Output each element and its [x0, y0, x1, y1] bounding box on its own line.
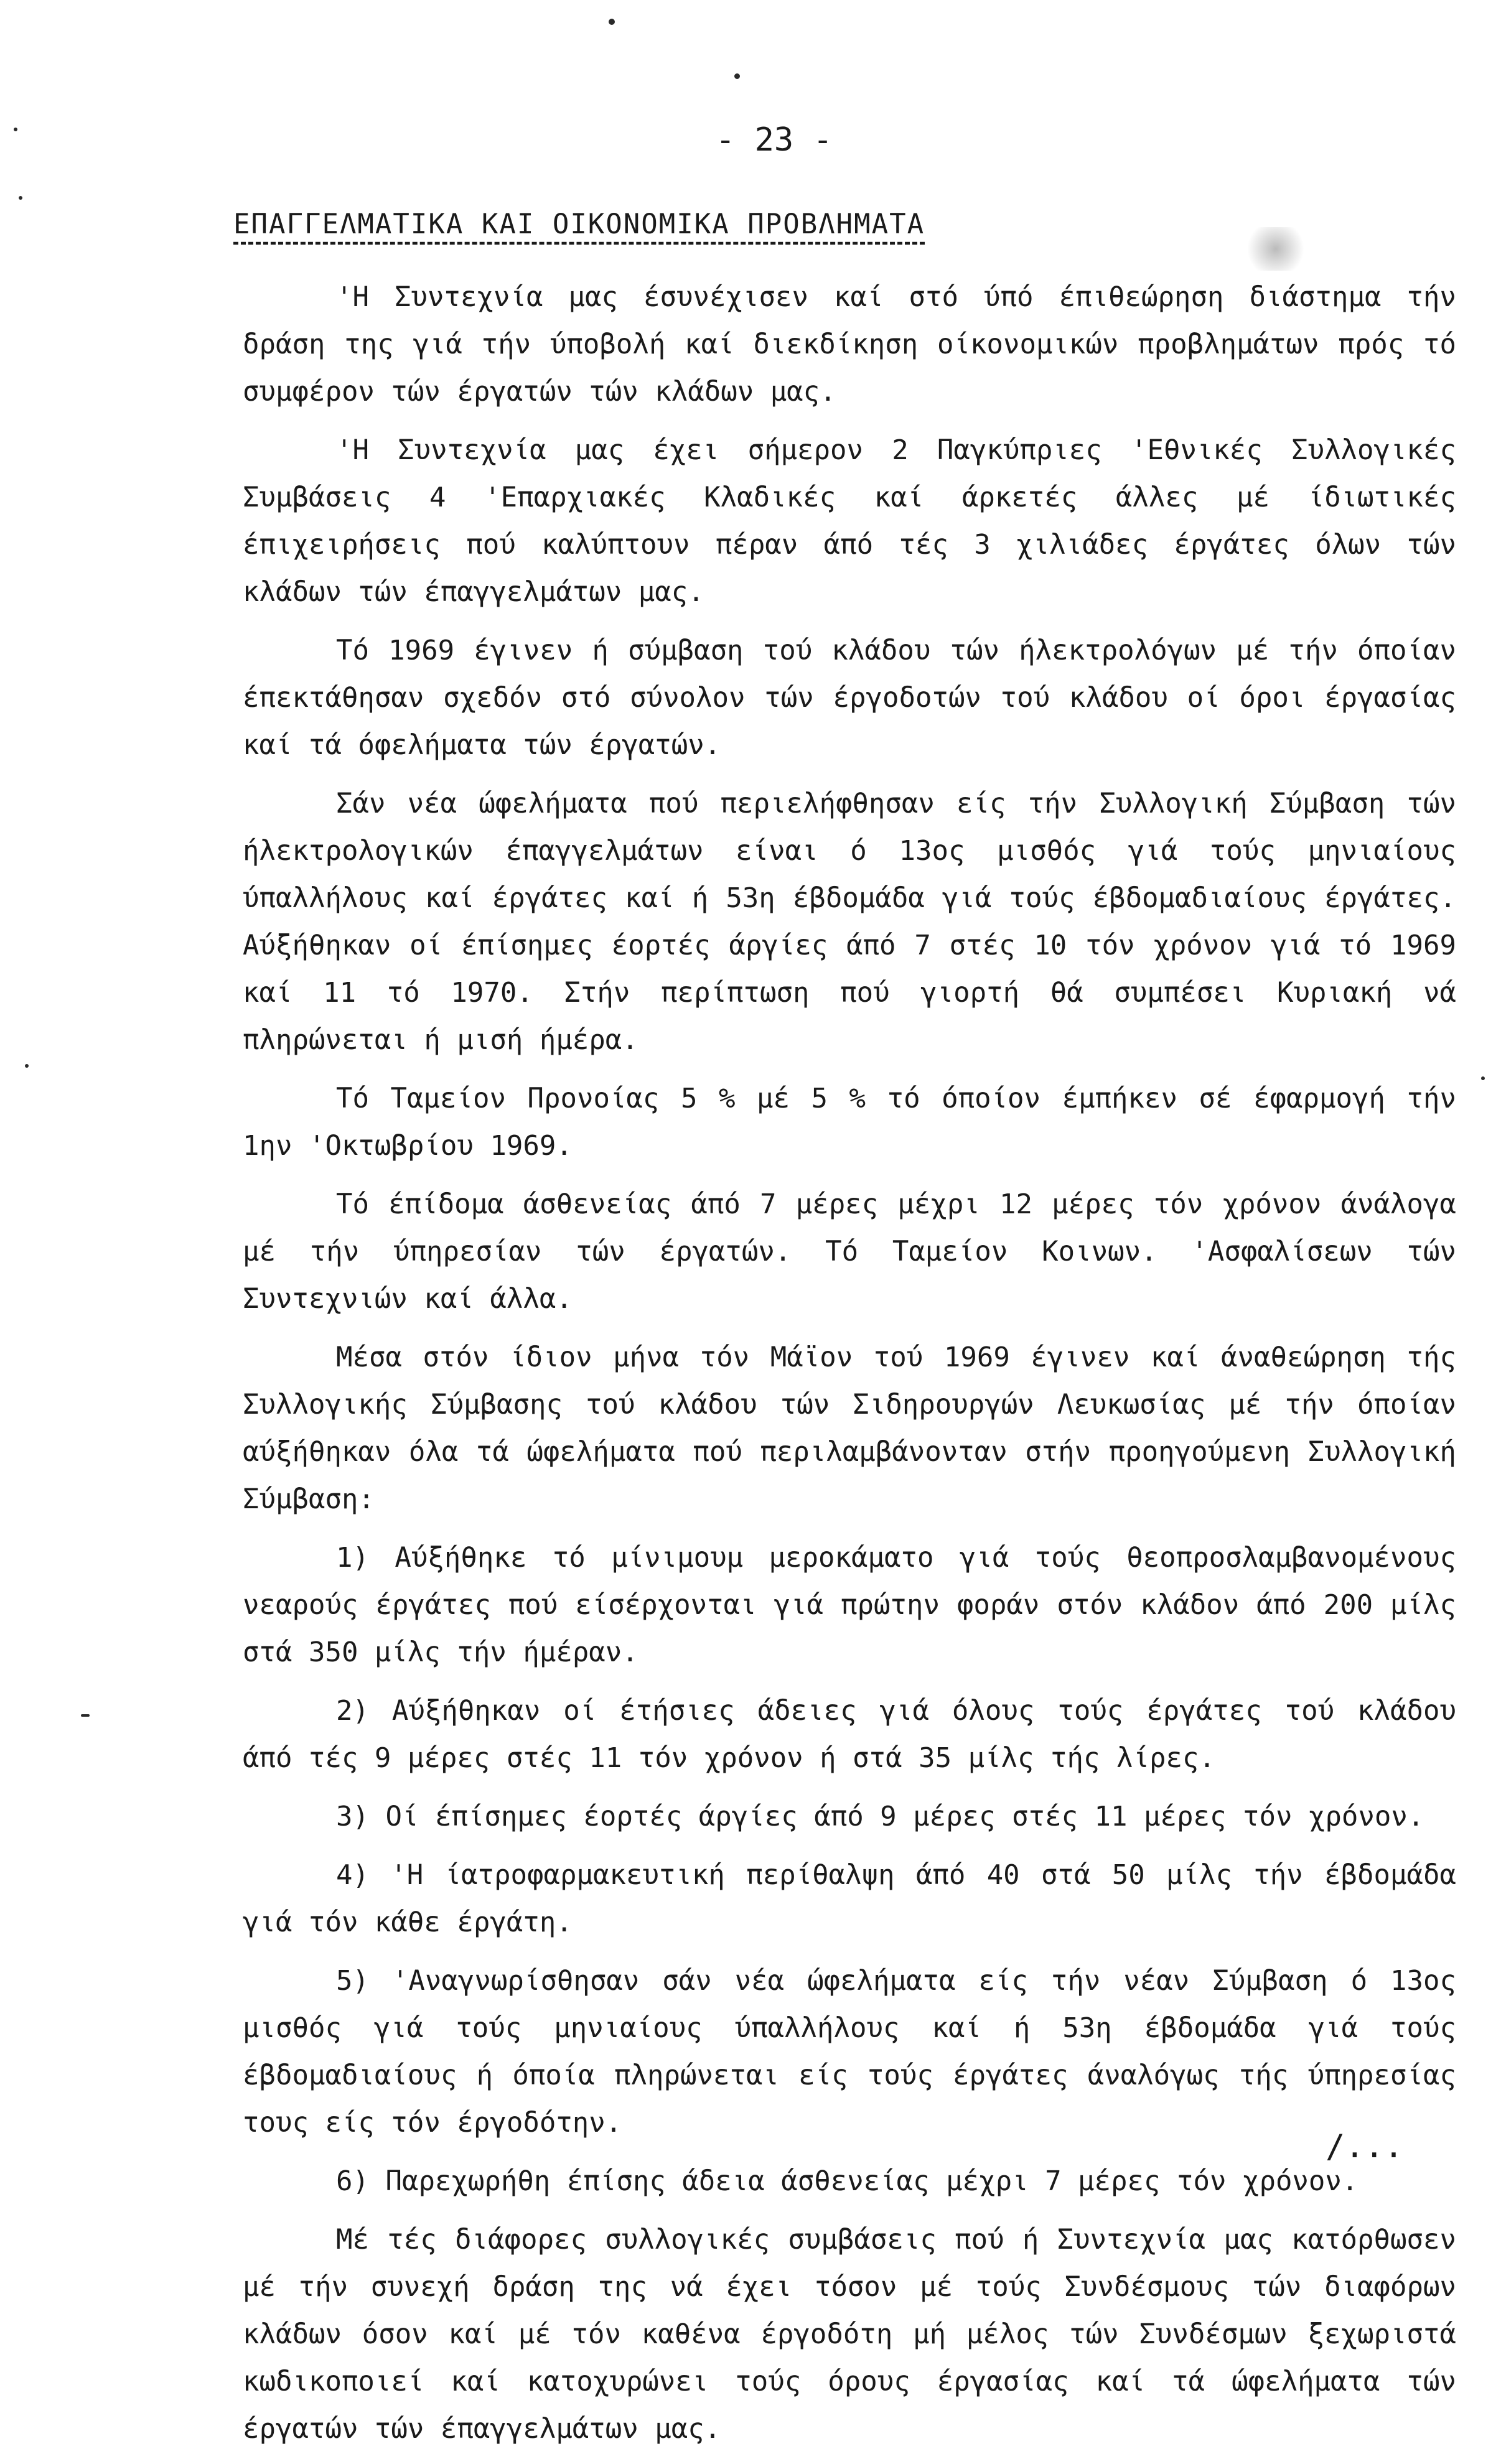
- list-item: 4) 'Η ίατροφαρμακευτική περίθαλψη άπό 40 στά 50 μίλς τήν έβδομάδα γιά τόν κάθε έργάτη.: [243, 1859, 1456, 1938]
- paragraph-closing: Μέ τές διάφορες συλλογικές συμβάσεις πού ή Συντεχνία μας κατόρθωσεν μέ τήν συνεχή δράση της νά έχει τόσον μέ τούς Συνδέσμους τών διαφόρων κλάδων όσον καί μέ τόν καθένα έργοδότη μή μέλος τών Συνδέσμων ξεχωριστά κωδικοποιεί καί κατοχυρώνει τούς όρους έργασίας καί τά ώφελήματα τών έργατών τών έπαγγελμάτων μας.: [243, 2224, 1456, 2445]
- paragraph-new-benefits: Σάν νέα ώφελήματα πού περιελήφθησαν είς τήν Συλλογική Σύμβαση τών ήλεκτρολογικών έπαγγελμάτων είναι ό 13ος μισθός γιά τούς μηνιαίους ύπαλλήλους καί έργάτες καί ή 53η έβδομάδα γιά τούς έβδομαδιαίους έργάτες. Αύξήθηκαν οί έπίσημες έορτές άργίες άπό 7 στές 10 τόν χρόνον γιά τό 1969 καί 11 τό 1970. Στήν περίπτωση πού γιορτή θά συμπέσει Κυριακή νά πληρώνεται ή μισή ήμέρα.: [243, 788, 1456, 1056]
- list-item: 3) Οί έπίσημες έορτές άργίες άπό 9 μέρες στές 11 μέρες τόν χρόνον.: [336, 1801, 1424, 1832]
- document-body: [243, 274, 1456, 2464]
- section-heading: ΕΠΑΓΓΕΛΜΑΤΙΚΑ ΚΑΙ ΟΙΚΟΝΟΜΙΚΑ ΠΡΟΒΛΗΜΑΤΑ: [233, 208, 925, 240]
- paragraph-electricians-1969: Τό 1969 έγινεν ή σύμβαση τού κλάδου τών ήλεκτρολόγων μέ τήν όποίαν έπεκτάθησαν σχεδόν στό σύνολον τών έργοδοτών τού κλάδου οί όροι έργασίας καί τά όφελήματα τών έργατών.: [243, 635, 1456, 761]
- paragraph-sickness-allowance: Τό έπίδομα άσθενείας άπό 7 μέρες μέχρι 12 μέρες τόν χρόνον άνάλογα μέ τήν ύπηρεσίαν τών έργατών. Τό Ταμείον Κοινων. 'Ασφαλίσεων τών Συντεχνιών καί άλλα.: [243, 1188, 1456, 1315]
- scan-speck: [14, 128, 17, 131]
- list-item: 5) 'Αναγνωρίσθησαν σάν νέα ώφελήματα είς τήν νέαν Σύμβαση ό 13ος μισθός γιά τούς μηνιαίους ύπαλλήλους καί ή 53η έβδομάδα γιά τούς έβδομαδιαίους ή όποία πληρώνεται είς τούς έργάτες άναλόγως τής ύπηρεσίας τους είς τόν έργοδότην.: [243, 1965, 1456, 2139]
- continuation-mark: /...: [1326, 2128, 1404, 2165]
- scan-speck: [1481, 1076, 1485, 1080]
- scan-speck: [19, 196, 22, 200]
- paragraph-intro: 'Η Συντεχνία μας έσυνέχισεν καί στό ύπό έπιθεώρηση διάστημα τήν δράση της γιά τήν ύποβολή καί διεκδίκηση οίκονομικών προβλημάτων πρός τό συμφέρον τών έργατών τών κλάδων μας.: [243, 281, 1456, 408]
- paragraph-ironworkers-revision: Μέσα στόν ίδιον μήνα τόν Μάϊον τού 1969 έγινεν καί άναθεώρηση τής Συλλογικής Σύμβασης τού κλάδου τών Σιδηρουργών Λευκωσίας μέ τήν όποίαν αύξήθηκαν όλα τά ώφελήματα πού περιλαμβάνονταν στήν προηγούμενη Συλλογική Σύμβαση:: [243, 1342, 1456, 1515]
- scan-speck: [81, 1714, 90, 1717]
- scan-speck: [609, 19, 615, 25]
- list-item: 6) Παρεχωρήθη έπίσης άδεια άσθενείας μέχρι 7 μέρες τόν χρόνον.: [336, 2165, 1358, 2197]
- list-item: 2) Αύξήθηκαν οί έτήσιες άδειες γιά όλους τούς έργάτες τού κλάδου άπό τές 9 μέρες στές 11 τόν χρόνον ή στά 35 μίλς τής λίρες.: [243, 1695, 1456, 1774]
- scan-speck: [25, 1064, 29, 1068]
- page-number: - 23 -: [716, 121, 833, 159]
- paragraph-provident-fund: Τό Ταμείον Προνοίας 5 % μέ 5 % τό όποίον έμπήκεν σέ έφαρμογή τήν 1ην 'Οκτωβρίου 1969.: [243, 1083, 1456, 1162]
- list-item: 1) Αύξήθηκε τό μίνιμουμ μεροκάματο γιά τούς θεοπροσλαμβανομένους νεαρούς έργάτες πού είσέρχονται γιά πρώτην φοράν στόν κλάδον άπό 200 μίλς στά 350 μίλς τήν ήμέραν.: [243, 1542, 1456, 1668]
- scan-smudge: [1241, 227, 1310, 271]
- paragraph-agreements: 'Η Συντεχνία μας έχει σήμερον 2 Παγκύπριες 'Εθνικές Συλλογικές Συμβάσεις 4 'Επαρχιακές Κλαδικές καί άρκετές άλλες μέ ίδιωτικές έπιχειρήσεις πού καλύπτουν πέραν άπό τές 3 χιλιάδες έργάτες όλων τών κλάδων τών έπαγγελμάτων μας.: [243, 434, 1456, 608]
- scan-speck: [734, 73, 740, 79]
